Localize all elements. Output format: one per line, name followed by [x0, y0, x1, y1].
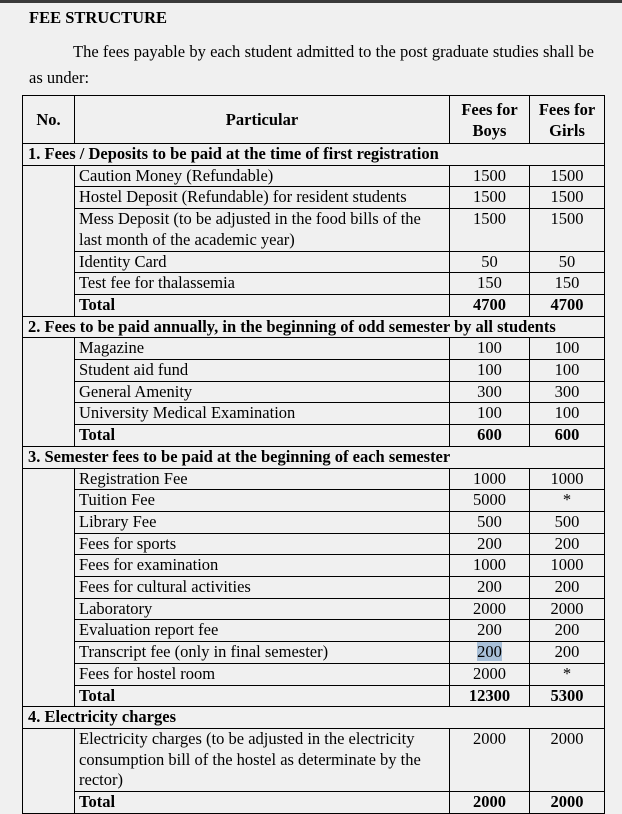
- document-title: FEE STRUCTURE: [29, 8, 167, 27]
- total-row: [23, 685, 605, 707]
- table-row: [23, 403, 605, 425]
- particular-cell: Test fee for thalassemia: [75, 273, 450, 295]
- girls-fee-cell: 200: [530, 620, 605, 642]
- table-row: [23, 642, 605, 664]
- table-row: [23, 381, 605, 403]
- section-heading: 2. Fees to be paid annually, in the beginning of odd semester by all students: [23, 316, 605, 338]
- header-boys: Fees for Boys: [450, 96, 530, 144]
- particular-cell: University Medical Examination: [75, 403, 450, 425]
- table-row: [23, 533, 605, 555]
- boys-fee-cell: [450, 187, 530, 209]
- total-boys: 12300: [450, 685, 530, 707]
- boys-fee-cell: [450, 598, 530, 620]
- table-row: [23, 187, 605, 209]
- particular-cell: Hostel Deposit (Refundable) for resident students: [75, 187, 450, 209]
- table-row: [23, 511, 605, 533]
- girls-fee-cell: 100: [530, 338, 605, 360]
- table-row: [23, 165, 605, 187]
- table-row: [23, 209, 605, 251]
- total-row: [23, 792, 605, 814]
- table-row: [23, 577, 605, 599]
- total-boys: 2000: [450, 792, 530, 814]
- boys-fee-cell: [450, 577, 530, 599]
- header-no: No.: [23, 96, 75, 144]
- section-heading-row: [23, 316, 605, 338]
- table-row: [23, 468, 605, 490]
- particular-cell: Fees for sports: [75, 533, 450, 555]
- table-row: [23, 251, 605, 273]
- girls-fee-cell: 2000: [530, 598, 605, 620]
- girls-fee-cell: 150: [530, 273, 605, 295]
- girls-fee-cell: 1500: [530, 165, 605, 187]
- total-boys: 4700: [450, 294, 530, 316]
- boys-fee-value: 200: [477, 642, 502, 662]
- table-row: [23, 360, 605, 382]
- girls-fee-cell: *: [530, 490, 605, 512]
- total-row: [23, 425, 605, 447]
- girls-fee-cell: 1500: [530, 209, 605, 251]
- boys-fee-value: 2000: [473, 663, 506, 683]
- boys-fee-cell: [450, 251, 530, 273]
- table-row: [23, 273, 605, 295]
- boys-fee-value: 200: [477, 577, 502, 597]
- total-girls: 4700: [530, 294, 605, 316]
- boys-fee-cell: [450, 403, 530, 425]
- particular-cell: Tuition Fee: [75, 490, 450, 512]
- boys-fee-cell: [450, 728, 530, 791]
- intro-paragraph: The fees payable by each student admitted to the post graduate studies shall be as under:: [29, 42, 594, 87]
- particular-cell: Fees for examination: [75, 555, 450, 577]
- boys-fee-value: 500: [477, 511, 502, 531]
- boys-fee-value: 100: [477, 338, 502, 358]
- boys-fee-value: 1000: [473, 555, 506, 575]
- total-label: Total: [75, 294, 450, 316]
- particular-cell: Mess Deposit (to be adjusted in the food bills of the last month of the academic year): [75, 209, 450, 251]
- boys-fee-value: 1500: [473, 187, 506, 207]
- no-cell: [23, 468, 75, 707]
- particular-cell: Fees for hostel room: [75, 663, 450, 685]
- girls-fee-cell: 1000: [530, 555, 605, 577]
- section-heading-row: [23, 707, 605, 729]
- particular-cell: Laboratory: [75, 598, 450, 620]
- girls-fee-cell: 500: [530, 511, 605, 533]
- table-row: [23, 620, 605, 642]
- girls-fee-cell: 100: [530, 403, 605, 425]
- table-row: [23, 338, 605, 360]
- particular-cell: Registration Fee: [75, 468, 450, 490]
- particular-cell: Magazine: [75, 338, 450, 360]
- boys-fee-cell: [450, 468, 530, 490]
- girls-fee-cell: 200: [530, 533, 605, 555]
- boys-fee-cell: [450, 663, 530, 685]
- boys-fee-cell: [450, 360, 530, 382]
- boys-fee-cell: [450, 490, 530, 512]
- section-heading: 3. Semester fees to be paid at the beginning of each semester: [23, 446, 605, 468]
- boys-fee-value: 2000: [473, 728, 506, 748]
- particular-cell: Electricity charges (to be adjusted in the electricity consumption bill of the hostel as determinate by the rector): [75, 728, 450, 791]
- total-girls: 600: [530, 425, 605, 447]
- boys-fee-value: 200: [477, 620, 502, 640]
- particular-cell: Transcript fee (only in final semester): [75, 642, 450, 664]
- boys-fee-cell: [450, 273, 530, 295]
- particular-cell: Student aid fund: [75, 360, 450, 382]
- girls-fee-cell: 100: [530, 360, 605, 382]
- total-label: Total: [75, 792, 450, 814]
- total-label: Total: [75, 685, 450, 707]
- boys-fee-value: 100: [477, 360, 502, 380]
- boys-fee-value: 1500: [473, 209, 506, 229]
- boys-fee-value: 50: [481, 251, 498, 271]
- boys-fee-value: 150: [477, 273, 502, 293]
- boys-fee-value: 5000: [473, 490, 506, 510]
- table-row: [23, 555, 605, 577]
- boys-fee-value: 1500: [473, 165, 506, 185]
- girls-fee-cell: 200: [530, 577, 605, 599]
- girls-fee-cell: *: [530, 663, 605, 685]
- boys-fee-cell: [450, 533, 530, 555]
- fee-table: [22, 95, 605, 814]
- section-heading: 1. Fees / Deposits to be paid at the time of first registration: [23, 144, 605, 166]
- boys-fee-value: 200: [477, 533, 502, 553]
- girls-fee-cell: 200: [530, 642, 605, 664]
- boys-fee-cell: [450, 642, 530, 664]
- section-heading-row: [23, 144, 605, 166]
- particular-cell: Caution Money (Refundable): [75, 165, 450, 187]
- no-cell: [23, 165, 75, 316]
- section-heading-row: [23, 446, 605, 468]
- total-boys: 600: [450, 425, 530, 447]
- girls-fee-cell: 1500: [530, 187, 605, 209]
- table-row: [23, 728, 605, 791]
- girls-fee-cell: 50: [530, 251, 605, 273]
- boys-fee-cell: [450, 381, 530, 403]
- boys-fee-cell: [450, 555, 530, 577]
- boys-fee-value: 2000: [473, 598, 506, 618]
- particular-cell: Fees for cultural activities: [75, 577, 450, 599]
- particular-cell: Evaluation report fee: [75, 620, 450, 642]
- total-row: [23, 294, 605, 316]
- total-label: Total: [75, 425, 450, 447]
- boys-fee-cell: [450, 511, 530, 533]
- particular-cell: Library Fee: [75, 511, 450, 533]
- boys-fee-cell: [450, 338, 530, 360]
- no-cell: [23, 728, 75, 813]
- total-girls: 5300: [530, 685, 605, 707]
- table-row: [23, 663, 605, 685]
- girls-fee-cell: 2000: [530, 728, 605, 791]
- section-heading: 4. Electricity charges: [23, 707, 605, 729]
- boys-fee-cell: [450, 209, 530, 251]
- boys-fee-value: 1000: [473, 468, 506, 488]
- header-girls: Fees for Girls: [530, 96, 605, 144]
- no-cell: [23, 338, 75, 447]
- total-girls: 2000: [530, 792, 605, 814]
- boys-fee-cell: [450, 620, 530, 642]
- boys-fee-value: 300: [477, 381, 502, 401]
- particular-cell: Identity Card: [75, 251, 450, 273]
- table-row: [23, 490, 605, 512]
- table-row: [23, 598, 605, 620]
- girls-fee-cell: 300: [530, 381, 605, 403]
- particular-cell: General Amenity: [75, 381, 450, 403]
- girls-fee-cell: 1000: [530, 468, 605, 490]
- boys-fee-cell: [450, 165, 530, 187]
- header-particular: Particular: [75, 96, 450, 144]
- boys-fee-value: 100: [477, 403, 502, 423]
